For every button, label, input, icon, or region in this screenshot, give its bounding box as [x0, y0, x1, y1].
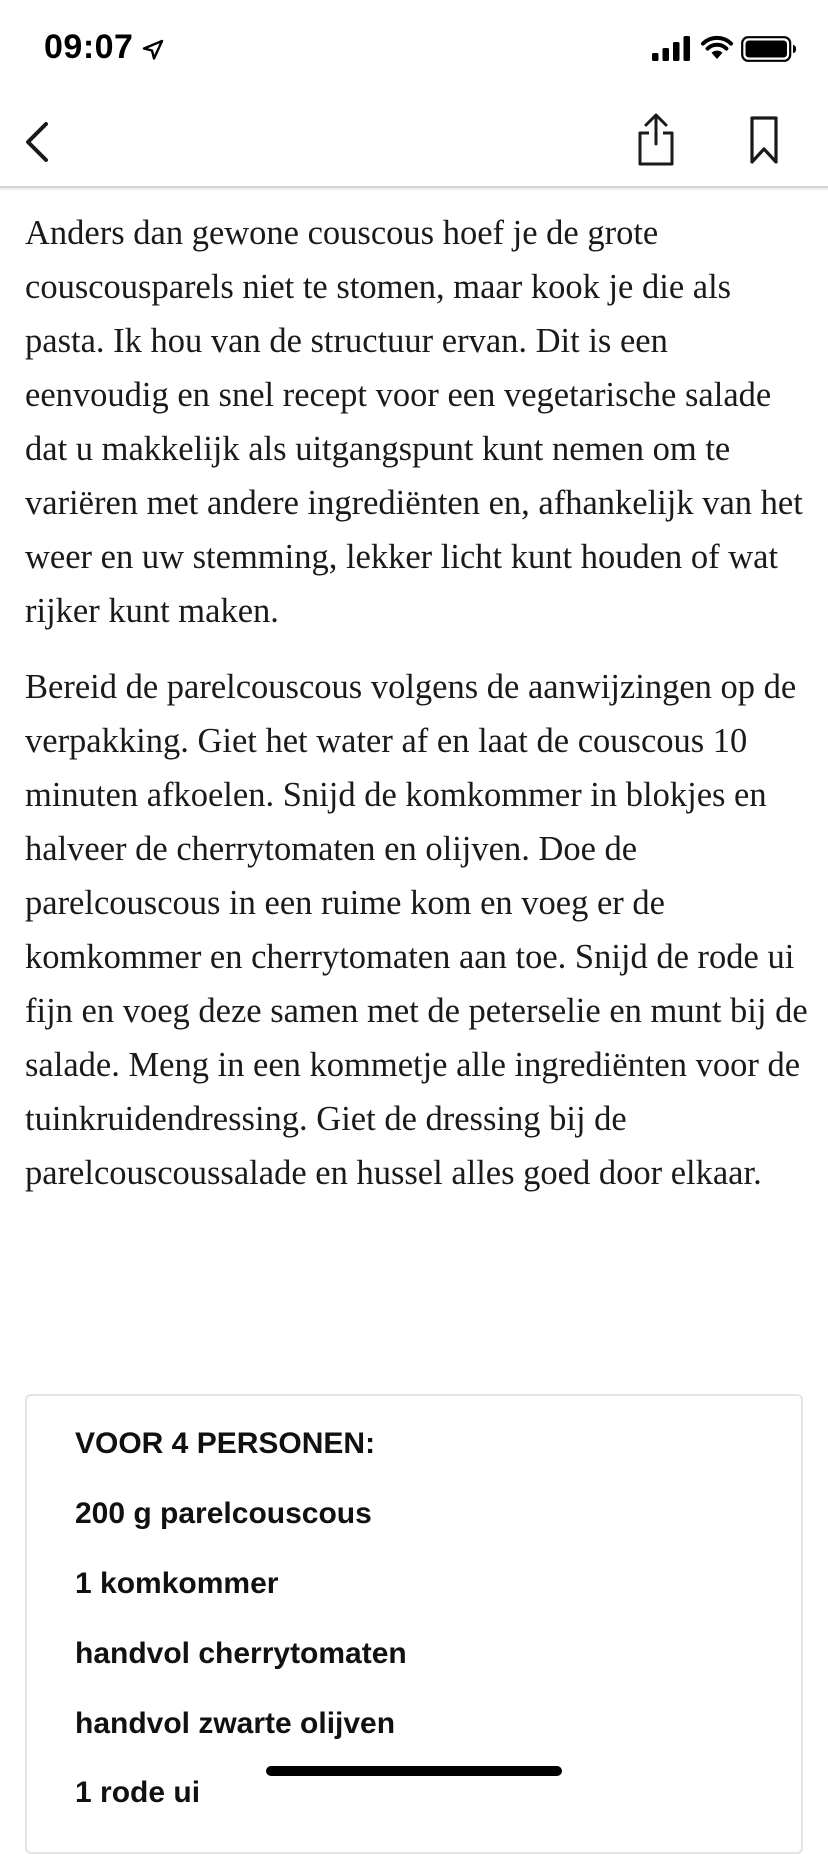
chevron-left-icon	[18, 118, 62, 166]
article-body	[25, 206, 815, 1222]
status-bar	[0, 0, 828, 100]
status-time: 09:07	[44, 28, 134, 66]
bookmark-icon	[744, 114, 784, 166]
ingredients-box	[25, 1394, 803, 1854]
home-indicator[interactable]	[266, 1766, 562, 1776]
article-paragraph: Bereid de parelcouscous volgens de aanwijzingen op de verpakking. Giet het water af en laat de couscous 10 minuten afkoelen. Snijd de komkommer in blokjes en halveer de cherrytomaten en olijven. Doe de parelcouscous in een ruime kom en voeg er de komkommer en cherrytomaten aan toe. Snijd de rode ui fijn en voeg deze samen met de peterselie en munt bij de salade. Meng in een kommetje alle ingrediënten voor de tuinkruidendressing. Giet de dressing bij de parelcouscoussalade en hussel alles goed door elkaar.	[25, 668, 808, 1192]
back-button[interactable]	[18, 118, 62, 166]
battery-icon	[741, 36, 797, 62]
share-icon	[634, 110, 678, 168]
ingredient-item: 1 komkommer	[75, 1567, 279, 1600]
ingredients-heading: VOOR 4 PERSONEN:	[75, 1427, 376, 1460]
bookmark-button[interactable]	[744, 114, 784, 166]
ingredient-item: 1 rode ui	[75, 1776, 201, 1809]
ingredient-item: 200 g parelcouscous	[75, 1497, 372, 1530]
wifi-icon	[700, 35, 734, 61]
ingredient-item: handvol zwarte olijven	[75, 1707, 396, 1740]
share-button[interactable]	[634, 110, 678, 168]
location-arrow-icon	[141, 38, 165, 62]
nav-bar	[0, 100, 828, 188]
cellular-signal-icon	[652, 36, 692, 62]
article-paragraph: Anders dan gewone couscous hoef je de grote couscousparels niet te stomen, maar kook je die als pasta. Ik hou van de structuur ervan. Dit is een eenvoudig en snel recept voor een vegetarische salade dat u makkelijk als uitgangspunt kunt nemen om te variëren met andere ingrediënten en, afhankelijk van het weer en uw stemming, lekker licht kunt houden of wat rijker kunt maken.	[25, 214, 803, 630]
ingredient-item: handvol cherrytomaten	[75, 1637, 407, 1670]
